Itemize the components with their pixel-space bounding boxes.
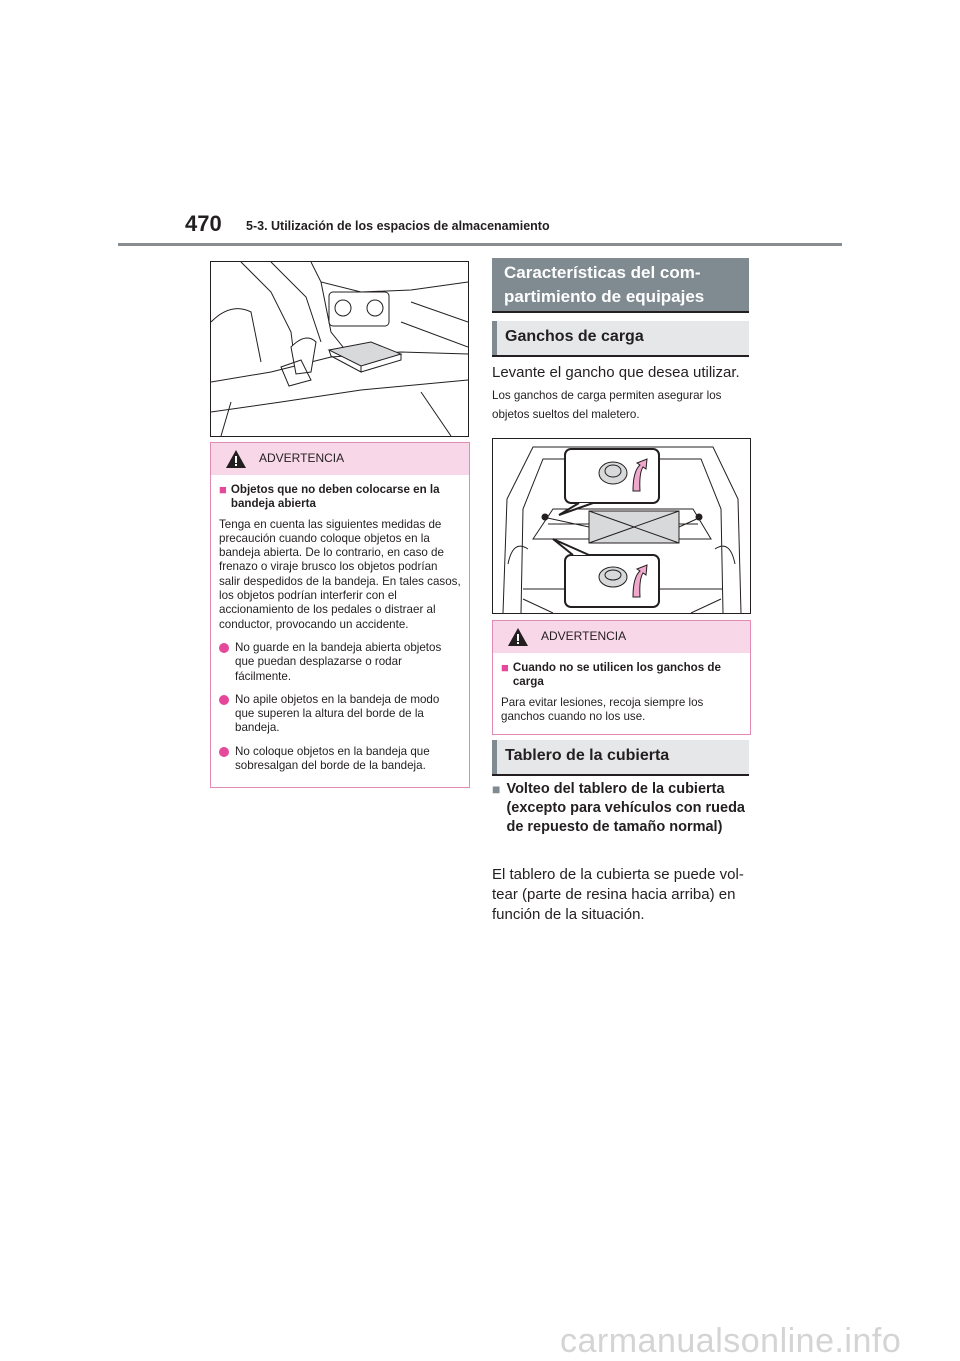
section-title-line: partimiento de equipajes [504, 287, 705, 306]
warning-triangle-icon [225, 449, 247, 469]
warning-box-hooks [492, 620, 751, 735]
warning-bullet [219, 745, 461, 774]
warning-paragraph: Tenga en cuenta las siguientes medidas de precaución cuando coloque objetos en la bandeja abierta. De lo contrario, en caso de frenazo o viraje brusco los objetos podrían salir despedidos de la bandeja. En tales casos, los objetos podrían interferir con el accionamiento de los pedales o distraer al conductor, provocando un accidente. [219, 517, 461, 631]
warning-header [211, 443, 469, 475]
warning-heading [501, 661, 742, 690]
warning-box-open-tray [210, 442, 470, 788]
header-rule [118, 243, 842, 246]
console-tray-illustration [210, 261, 469, 437]
round-bullet-icon [219, 747, 229, 757]
warning-heading [219, 483, 461, 512]
page-number: 470 [185, 211, 222, 236]
cargo-hooks-illustration [492, 438, 751, 614]
bullet-text: No coloque objetos en la bandeja que sobresalgan del borde de la bandeja. [235, 744, 430, 773]
hooks-note-line: Los ganchos de carga permiten asegurar los [492, 389, 722, 402]
warning-header [493, 621, 750, 653]
deck-body [492, 865, 754, 925]
subsection-title: Ganchos de carga [505, 328, 644, 345]
square-bullet-icon: ■ [501, 660, 509, 675]
warning-title: ADVERTENCIA [541, 629, 627, 643]
square-bullet-icon: ■ [219, 482, 227, 497]
bullet-text: No apile objetos en la bandeja de modo que superen la altura del borde de la bandeja. [235, 692, 440, 735]
warning-bullet [219, 693, 461, 736]
warning-title: ADVERTENCIA [259, 451, 345, 465]
lift-arrow-icon [629, 563, 651, 599]
section-title [492, 258, 749, 313]
running-head: 5-3. Utilización de los espacios de almacenamiento [246, 219, 550, 233]
subsection-accent [492, 740, 497, 774]
deck-body-line: función de la situación. [492, 906, 645, 923]
deck-body-line: tear (parte de resina hacia arriba) en [492, 886, 736, 903]
section-title-line: Características del com- [504, 263, 701, 282]
bullet-text: No guarde en la bandeja abierta objetos que puedan desplazarse o rodar fácilmente. [235, 640, 442, 683]
subsection-title: Tablero de la cubierta [505, 747, 670, 764]
warning-heading-text: Cuando no se utilicen los ganchos de carga [512, 661, 721, 689]
warning-triangle-icon [507, 627, 529, 647]
warning-heading-text: Objetos que no deben colocarse en la bandeja abierta [230, 483, 440, 511]
watermark: carmanualsonline.info [560, 1322, 902, 1360]
round-bullet-icon [219, 695, 229, 705]
subsection-accent [492, 321, 497, 355]
deck-body-line: El tablero de la cubierta se puede vol- [492, 866, 744, 883]
round-bullet-icon [219, 643, 229, 653]
lift-arrow-icon [629, 457, 651, 493]
warning-bullet [219, 641, 461, 684]
hooks-note [492, 386, 752, 424]
subsection-hooks [492, 321, 749, 357]
subsection-deck [492, 740, 749, 776]
deck-subheading-text: Volteo del tablero de la cubierta (excepto para vehículos con rueda de repuesto de tamaño normal) [506, 781, 745, 835]
deck-subheading [492, 780, 750, 837]
hooks-intro: Levante el gancho que desea utilizar. [492, 364, 740, 381]
hooks-note-line: objetos sueltos del maletero. [492, 408, 640, 421]
warning-paragraph: Para evitar lesiones, recoja siempre los ganchos cuando no los use. [501, 695, 704, 723]
square-bullet-icon: ■ [492, 781, 501, 797]
